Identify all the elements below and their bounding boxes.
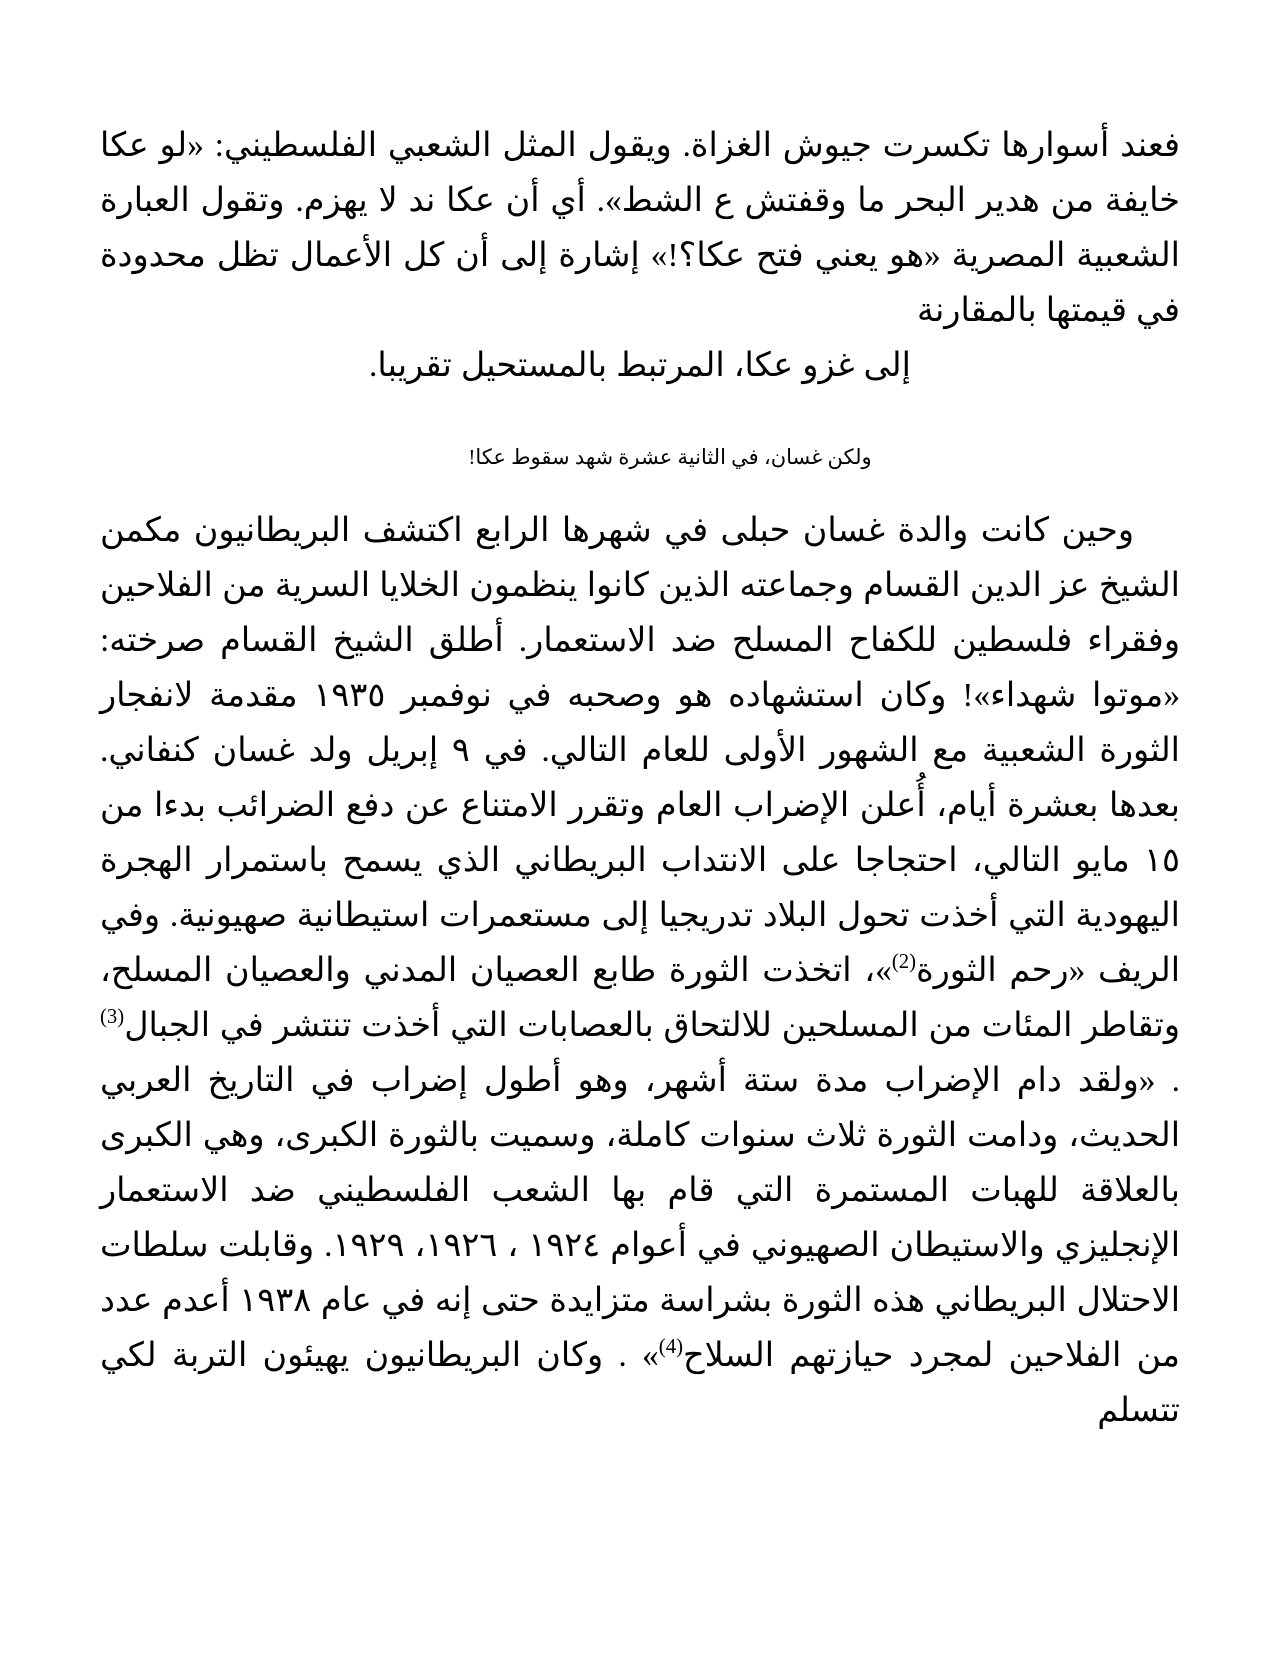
- page-text-column: [100, 118, 1180, 1438]
- paragraph-two-segment-5: »، اتخذت الثورة طابع العصيان المدني والعصيان المسلح، وتقاطر المئات من المسلحين للالتحاق بالعصابات التي أخذت تنتشر في الجبال: [100, 952, 1180, 1044]
- paragraph-two-segment-3: إبريل ولد غسان كنفاني. بعدها بعشرة أيام، أُعلن الإضراب العام وتقرر الامتناع عن دفع الضرائب بدءا من: [100, 732, 1180, 824]
- year-1938: ١٩٣٨: [239, 1282, 312, 1319]
- year-1926: ١٩٢٦: [425, 1227, 498, 1264]
- day-fifteen: ١٥: [1144, 842, 1180, 879]
- paragraph-two-segment-9: . وقابلت سلطات الاحتلال البريطاني هذه الثورة بشراسة متزايدة حتى إنه في عام: [100, 1227, 1181, 1319]
- paragraph-one-last-line: إلى غزو عكا، المرتبط بالمستحيل تقريبا.: [369, 347, 911, 384]
- paragraph-two-segment-8: ،: [404, 1227, 426, 1264]
- paragraph-two-segment-1: وحين كانت والدة غسان حبلى في شهرها الرابع اكتشف البريطانيون مكمن الشيخ عز الدين القسام وجماعته الذين كانوا ينظمون الخلايا السرية من الفلاحين وفقراء فلسطين للكفاح المسلح ضد الاستعمار. أطلق الشيخ القسام صرخته: «موتوا شهداء»! وكان استشهاده هو وصحبه في نوفمبر: [100, 512, 1180, 714]
- paragraph-two-segment-10: أعدم عدد من الفلاحين لمجرد حيازتهم السلاح: [100, 1282, 1180, 1374]
- paragraph-two-segment-2: مقدمة لانفجار الثورة الشعبية مع الشهور الأولى للعام التالي. في: [100, 677, 1180, 769]
- year-1935: ١٩٣٥: [313, 677, 386, 714]
- paragraph-two-segment-6: . «ولقد دام الإضراب مدة ستة أشهر، وهو أطول إضراب في التاريخ العربي الحديث، ودامت الثورة ثلاث سنوات كاملة، وسميت بالثورة الكبرى، وهي الكبرى بالعلاقة للهبات المستمرة التي قام بها الشعب الفلسطيني ضد الاستعمار الإنجليزي والاستيطان الصهيوني في أعوام: [100, 1062, 1181, 1264]
- paragraph-two-segment-7: ،: [497, 1227, 529, 1264]
- paragraph-two-segment-4: مايو التالي، احتجاجا على الانتداب البريطاني الذي يسمح باستمرار الهجرة اليهودية التي أخذت تحول البلاد تدريجيا إلى مستعمرات استيطانية صهيونية. وفي الريف «رحم الثورة: [100, 842, 1181, 989]
- paragraph-one-body: فعند أسوارها تكسرت جيوش الغزاة. ويقول المثل الشعبي الفلسطيني: «لو عكا خايفة من هدير البحر ما وقفتش ع الشط». أي أن عكا ند لا يهزم. وتقول العبارة الشعبية المصرية «هو يعني فتح عكا؟!» إشارة إلى أن كل الأعمال تظل محدودة في قيمتها بالمقارنة: [100, 127, 1180, 329]
- paragraph-two: [100, 503, 1180, 1438]
- day-nine: ٩: [451, 732, 470, 769]
- paragraph-one: [100, 118, 1180, 393]
- paragraph-two-segment-11: » . وكان البريطانيون يهيئون التربة لكي تتسلم: [100, 1337, 1180, 1429]
- footnote-marker-4[interactable]: (4): [658, 1335, 683, 1359]
- footnote-marker-3[interactable]: (3): [100, 1005, 125, 1029]
- year-1929: ١٩٢٩: [332, 1227, 405, 1264]
- aside-emphasis-line: ولكن غسان، في الثانية عشرة شهد سقوط عكا!: [468, 445, 872, 469]
- footnote-marker-2[interactable]: (2): [891, 950, 917, 974]
- year-1924: ١٩٢٤: [528, 1227, 601, 1264]
